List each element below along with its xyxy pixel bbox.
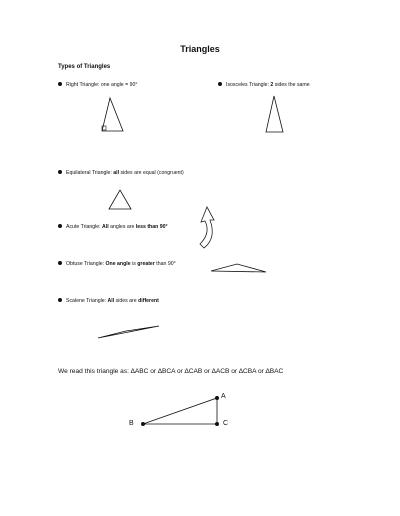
item-isosceles-triangle: Isosceles Triangle: 2 sides the same [218, 82, 310, 89]
item-equilateral-triangle: Equilateral Triangle: all sides are equal (congruent) [58, 170, 184, 177]
item-acute-triangle: Acute Triangle: All angles are less than 90° [58, 224, 168, 231]
vertex-label-b: B [129, 420, 134, 427]
vertex-a-dot [215, 396, 219, 400]
item-obtuse-triangle: Obtuse Triangle: One angle is greater than 90° [58, 261, 176, 268]
vertex-b-dot [141, 422, 145, 426]
vertex-label-a: A [221, 393, 226, 400]
vertex-label-c: C [223, 420, 229, 427]
item-right-triangle: Right Triangle: one angle = 90° [58, 82, 137, 89]
vertex-c-dot [215, 422, 219, 426]
section-subtitle: Types of Triangles [58, 64, 111, 70]
item-scalene-triangle: Scalene Triangle: All sides are different [58, 298, 159, 305]
page-title: Triangles [180, 44, 220, 54]
reading-sentence: We read this triangle as: ∆ABC or ∆BCA or ∆CAB or ∆ACB or ∆CBA or ∆BAC [58, 368, 284, 375]
